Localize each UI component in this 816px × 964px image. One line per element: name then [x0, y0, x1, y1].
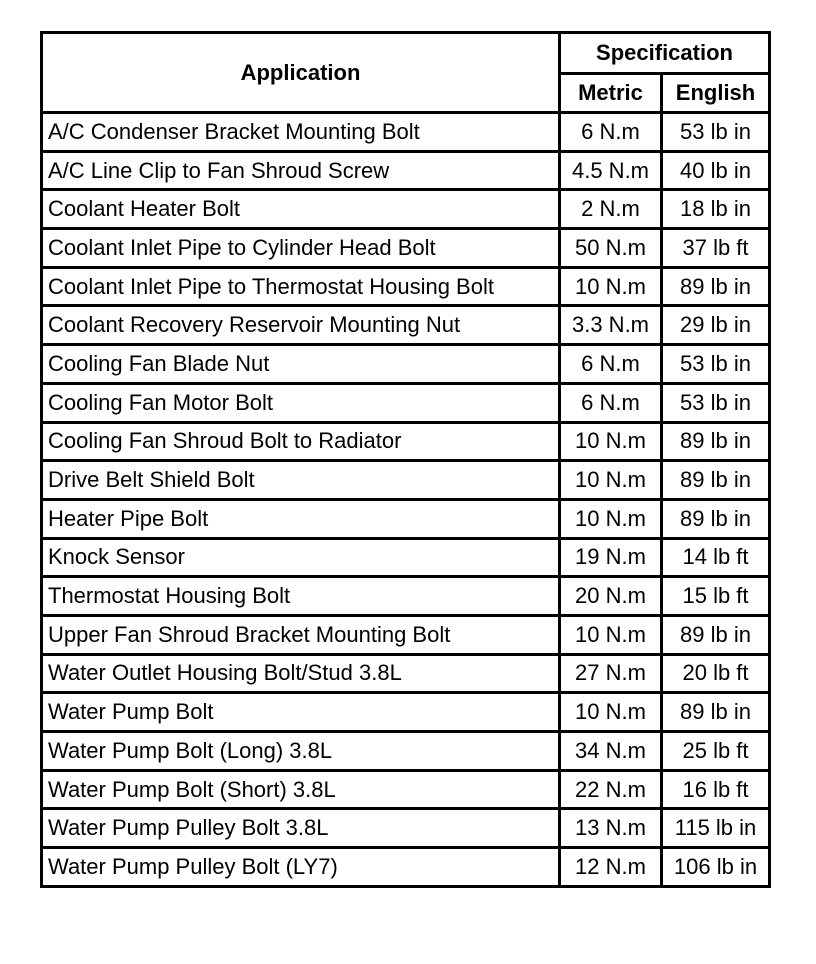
cell-metric: 12 N.m	[560, 848, 662, 887]
torque-spec-table	[40, 31, 771, 888]
table-row	[42, 577, 770, 616]
cell-english: 40 lb in	[662, 151, 770, 190]
cell-english: 89 lb in	[662, 693, 770, 732]
cell-english: 89 lb in	[662, 461, 770, 500]
table-row	[42, 461, 770, 500]
cell-english: 15 lb ft	[662, 577, 770, 616]
cell-metric: 6 N.m	[560, 383, 662, 422]
table-row	[42, 809, 770, 848]
cell-application: Coolant Recovery Reservoir Mounting Nut	[42, 306, 560, 345]
cell-english: 16 lb ft	[662, 770, 770, 809]
cell-english: 89 lb in	[662, 267, 770, 306]
header-metric: Metric	[560, 74, 662, 113]
table-row	[42, 654, 770, 693]
table-row	[42, 538, 770, 577]
cell-english: 89 lb in	[662, 499, 770, 538]
table-row	[42, 693, 770, 732]
header-application: Application	[42, 33, 560, 113]
cell-application: Water Pump Bolt	[42, 693, 560, 732]
table-row	[42, 770, 770, 809]
table-body	[42, 113, 770, 887]
header-english: English	[662, 74, 770, 113]
cell-application: Knock Sensor	[42, 538, 560, 577]
table-row	[42, 422, 770, 461]
cell-application: A/C Condenser Bracket Mounting Bolt	[42, 113, 560, 152]
cell-english: 89 lb in	[662, 422, 770, 461]
cell-application: Coolant Heater Bolt	[42, 190, 560, 229]
cell-metric: 13 N.m	[560, 809, 662, 848]
cell-application: Cooling Fan Shroud Bolt to Radiator	[42, 422, 560, 461]
table-row	[42, 383, 770, 422]
cell-metric: 22 N.m	[560, 770, 662, 809]
cell-english: 53 lb in	[662, 113, 770, 152]
table-row	[42, 499, 770, 538]
cell-application: Water Pump Bolt (Short) 3.8L	[42, 770, 560, 809]
table-row	[42, 732, 770, 771]
cell-metric: 10 N.m	[560, 461, 662, 500]
cell-english: 106 lb in	[662, 848, 770, 887]
cell-english: 115 lb in	[662, 809, 770, 848]
cell-application: Coolant Inlet Pipe to Thermostat Housing Bolt	[42, 267, 560, 306]
cell-application: Water Pump Bolt (Long) 3.8L	[42, 732, 560, 771]
cell-english: 20 lb ft	[662, 654, 770, 693]
cell-metric: 10 N.m	[560, 499, 662, 538]
cell-application: Cooling Fan Blade Nut	[42, 345, 560, 384]
table-row	[42, 267, 770, 306]
cell-metric: 4.5 N.m	[560, 151, 662, 190]
cell-application: Drive Belt Shield Bolt	[42, 461, 560, 500]
table-row	[42, 306, 770, 345]
cell-english: 25 lb ft	[662, 732, 770, 771]
cell-application: Upper Fan Shroud Bracket Mounting Bolt	[42, 615, 560, 654]
cell-english: 29 lb in	[662, 306, 770, 345]
table-row	[42, 151, 770, 190]
cell-metric: 27 N.m	[560, 654, 662, 693]
cell-metric: 50 N.m	[560, 229, 662, 268]
table-row	[42, 113, 770, 152]
cell-application: A/C Line Clip to Fan Shroud Screw	[42, 151, 560, 190]
cell-application: Water Pump Pulley Bolt (LY7)	[42, 848, 560, 887]
cell-metric: 2 N.m	[560, 190, 662, 229]
cell-english: 53 lb in	[662, 345, 770, 384]
cell-metric: 10 N.m	[560, 422, 662, 461]
cell-application: Heater Pipe Bolt	[42, 499, 560, 538]
cell-metric: 3.3 N.m	[560, 306, 662, 345]
cell-english: 18 lb in	[662, 190, 770, 229]
cell-application: Coolant Inlet Pipe to Cylinder Head Bolt	[42, 229, 560, 268]
table-row	[42, 190, 770, 229]
table-row	[42, 229, 770, 268]
cell-english: 14 lb ft	[662, 538, 770, 577]
cell-application: Thermostat Housing Bolt	[42, 577, 560, 616]
cell-metric: 10 N.m	[560, 267, 662, 306]
cell-metric: 6 N.m	[560, 345, 662, 384]
cell-english: 89 lb in	[662, 615, 770, 654]
cell-application: Water Outlet Housing Bolt/Stud 3.8L	[42, 654, 560, 693]
table-row	[42, 615, 770, 654]
cell-metric: 34 N.m	[560, 732, 662, 771]
cell-metric: 19 N.m	[560, 538, 662, 577]
table-row	[42, 345, 770, 384]
table-row	[42, 848, 770, 887]
cell-metric: 10 N.m	[560, 693, 662, 732]
header-specification: Specification	[560, 33, 770, 74]
cell-metric: 10 N.m	[560, 615, 662, 654]
cell-english: 37 lb ft	[662, 229, 770, 268]
cell-application: Cooling Fan Motor Bolt	[42, 383, 560, 422]
cell-metric: 20 N.m	[560, 577, 662, 616]
cell-english: 53 lb in	[662, 383, 770, 422]
cell-application: Water Pump Pulley Bolt 3.8L	[42, 809, 560, 848]
cell-metric: 6 N.m	[560, 113, 662, 152]
